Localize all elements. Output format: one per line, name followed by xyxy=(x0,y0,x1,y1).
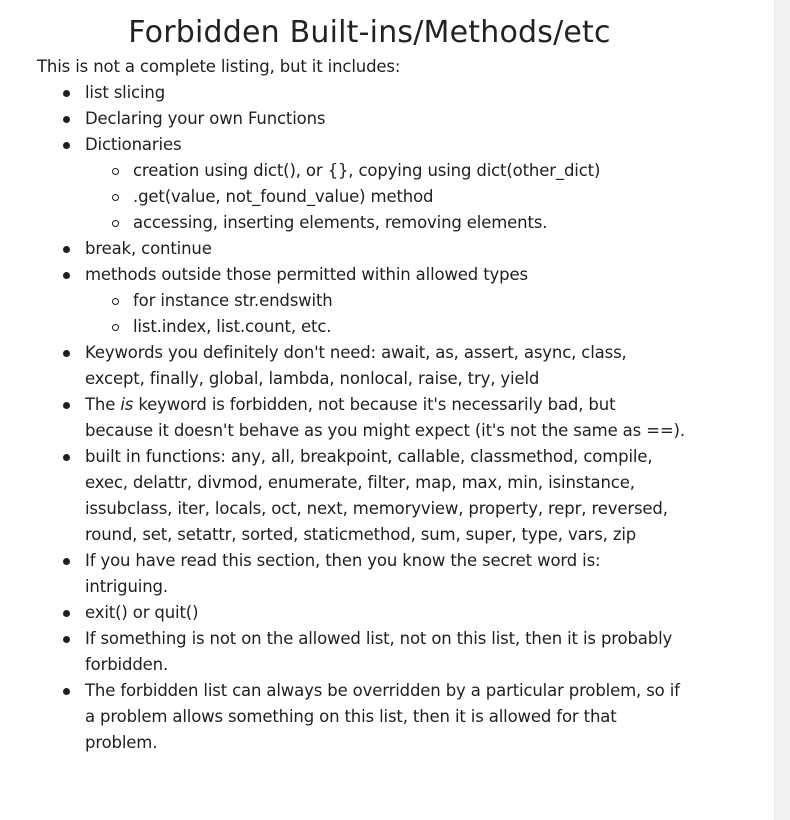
list-item xyxy=(85,340,685,392)
list-item-text: exit() or quit() xyxy=(85,603,199,622)
list-item xyxy=(85,600,685,626)
list-item xyxy=(85,106,685,132)
list-item-text: Declaring your own Functions xyxy=(85,109,326,128)
sub-list xyxy=(85,158,685,236)
sub-list xyxy=(85,288,685,340)
sub-list-item: list.index, list.count, etc. xyxy=(133,314,685,340)
list-item-text: list slicing xyxy=(85,83,166,102)
list-item xyxy=(85,626,685,678)
list-item-text: Keywords you definitely don't need: await, as, assert, async, class, except, finally, global, lambda, nonlocal, raise, try, yield xyxy=(85,343,627,388)
list-item-text: If you have read this section, then you know the secret word is: intriguing. xyxy=(85,551,601,596)
page-title: Forbidden Built-ins/Methods/etc xyxy=(128,15,611,50)
scrollbar[interactable] xyxy=(774,0,790,820)
list-item xyxy=(85,444,685,548)
document-content xyxy=(37,0,732,756)
list-item xyxy=(85,80,685,106)
list-item xyxy=(85,236,685,262)
list-item xyxy=(85,132,685,236)
sub-list-item: accessing, inserting elements, removing elements. xyxy=(133,210,685,236)
list-item-text: built in functions: any, all, breakpoint, callable, classmethod, compile, exec, delattr, divmod, enumerate, filter, map, max, min, isinstance, issubclass, iter, locals, oct, next, memoryview, property, repr, reversed, round, set, setattr, sorted, staticmethod, sum, super, type, vars, zip xyxy=(85,447,668,544)
list-item xyxy=(85,678,685,756)
list-item-text: The forbidden list can always be overridden by a particular problem, so if a problem allows something on this list, then it is allowed for that problem. xyxy=(85,681,680,752)
sub-list-item: .get(value, not_found_value) method xyxy=(133,184,685,210)
sub-list-item: for instance str.endswith xyxy=(133,288,685,314)
list-item-text: If something is not on the allowed list, not on this list, then it is probably forbidden. xyxy=(85,629,673,674)
list-item xyxy=(85,392,685,444)
list-item-text: Dictionaries xyxy=(85,135,182,154)
list-item-text: methods outside those permitted within allowed types xyxy=(85,265,528,284)
intro-text: This is not a complete listing, but it includes: xyxy=(37,57,401,76)
sub-list-item: creation using dict(), or {}, copying using dict(other_dict) xyxy=(133,158,685,184)
list-item xyxy=(85,548,685,600)
list-item-prefix: The xyxy=(85,395,121,414)
forbidden-list xyxy=(37,80,685,756)
list-item-suffix: keyword is forbidden, not because it's necessarily bad, but because it doesn't behave as you might expect (it's not the same as ==). xyxy=(85,395,685,440)
list-item-text: break, continue xyxy=(85,239,212,258)
list-item xyxy=(85,262,685,340)
keyword-emphasis: is xyxy=(120,395,134,414)
